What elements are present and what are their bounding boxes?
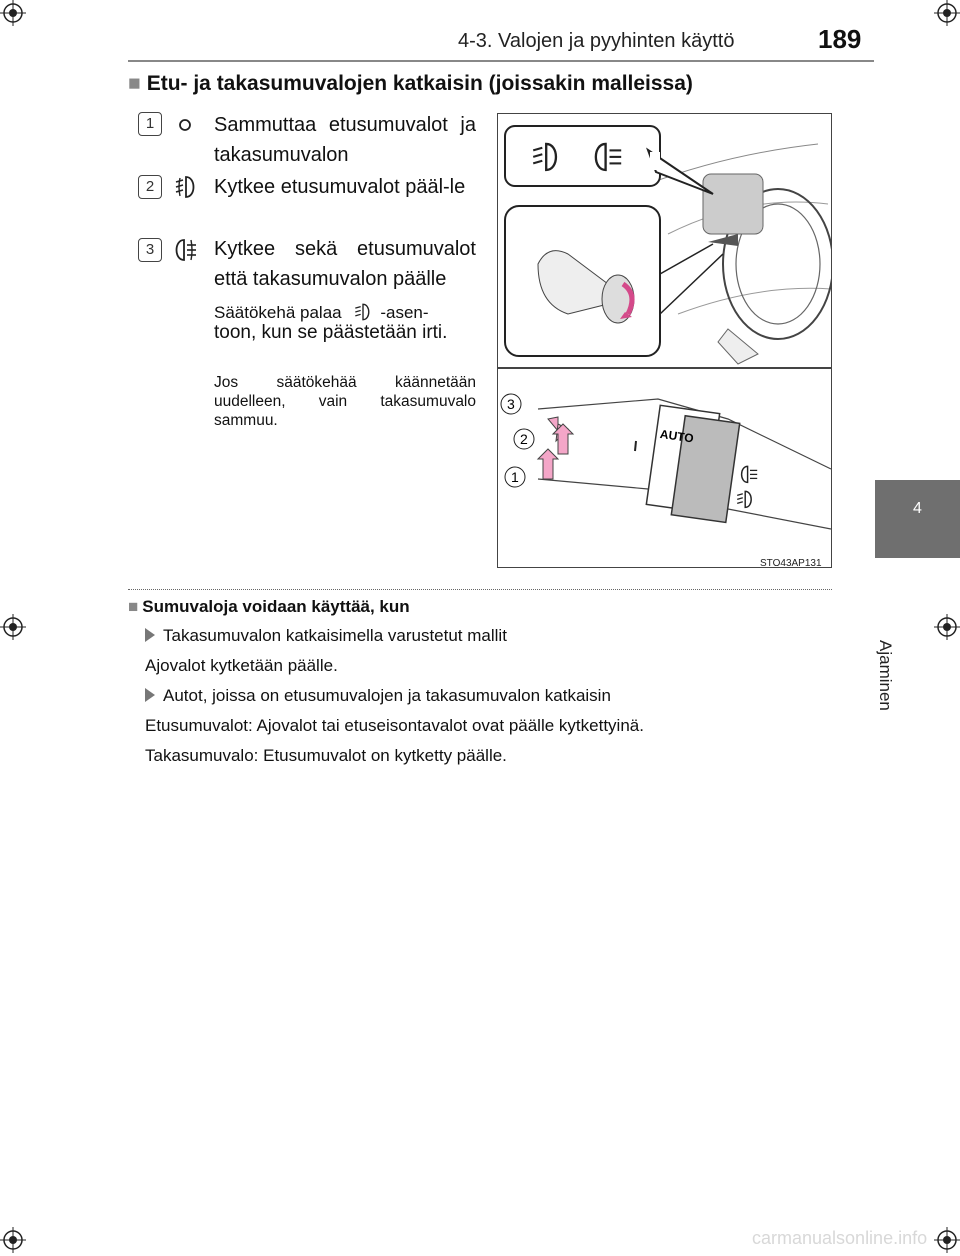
bullet-item (145, 626, 507, 646)
item-number: 2 (138, 175, 162, 199)
chapter-tab (875, 480, 960, 558)
bullet-text: Takasumuvalon katkaisimella varustetut mallit (163, 626, 507, 645)
callout-2: 2 (520, 431, 528, 447)
registration-mark-icon (934, 0, 960, 26)
registration-mark-icon (934, 614, 960, 640)
front-fog-light-icon (350, 302, 376, 322)
section-title-text: Etu- ja takasumuvalojen katkaisin (joissakin malleissa) (146, 72, 693, 95)
item-description: Sammuttaa etusumuvalot ja takasumuvalon (214, 114, 476, 166)
page-number: 189 (818, 24, 862, 54)
rear-fog-light-icon (172, 237, 200, 263)
registration-mark-icon (0, 0, 26, 26)
header-divider (128, 60, 874, 62)
auto-label: AUTO (659, 426, 695, 446)
note-text-after-icon: -asen- (380, 303, 429, 322)
front-fog-light-icon (172, 174, 200, 200)
subsection-title: ■ Sumuvaloja voidaan käyttää, kun (128, 597, 410, 616)
paragraph: Etusumuvalot: Ajovalot tai etuseisontavalot ovat päälle kytkettyinä. (145, 716, 644, 735)
registration-mark-icon (0, 614, 26, 640)
bullet-triangle-icon (145, 628, 155, 642)
switch-illustration (498, 369, 831, 554)
paragraph: Ajovalot kytketään päälle. (145, 656, 338, 675)
item-description: Kytkee sekä etusumuvalot että takasumuvalon päälle (214, 238, 476, 290)
bullet-triangle-icon (145, 688, 155, 702)
bullet-item (145, 686, 611, 706)
section-divider (128, 589, 832, 590)
figure-code: STO43AP131 (760, 558, 822, 569)
item-description: Kytkee etusumuvalot pääl-le (214, 176, 466, 198)
callout-1: 1 (511, 469, 519, 485)
note-text-before-icon: Säätökehä palaa (214, 303, 342, 322)
subsection-title-text: Sumuvaloja voidaan käyttää, kun (142, 597, 410, 616)
section-header: 4-3. Valojen ja pyyhinten käyttö (458, 30, 735, 52)
registration-mark-icon (934, 1227, 960, 1253)
registration-mark-icon (0, 1227, 26, 1253)
paragraph: Takasumuvalo: Etusumuvalot on kytketty päälle. (145, 746, 507, 765)
item-number: 1 (138, 112, 162, 136)
chapter-label: Ajaminen (876, 640, 895, 711)
watermark: carmanualsonline.info (752, 1228, 928, 1248)
item-number: 3 (138, 238, 162, 262)
note-line-3: Jos säätökehää käännetään uudelleen, vain takasumuvalo sammuu. (214, 374, 476, 429)
bullet-text: Autot, joissa on etusumuvalojen ja takasumuvalon katkaisin (163, 686, 611, 705)
chapter-number: 4 (913, 500, 922, 517)
dashboard-illustration (498, 114, 831, 366)
callout-3: 3 (507, 396, 515, 412)
note-line-2: toon, kun se päästetään irti. (214, 322, 448, 343)
note-line-1 (214, 302, 476, 323)
section-title: ■ Etu- ja takasumuvalojen katkaisin (joissakin malleissa) (128, 72, 693, 95)
off-circle-icon (176, 116, 194, 134)
